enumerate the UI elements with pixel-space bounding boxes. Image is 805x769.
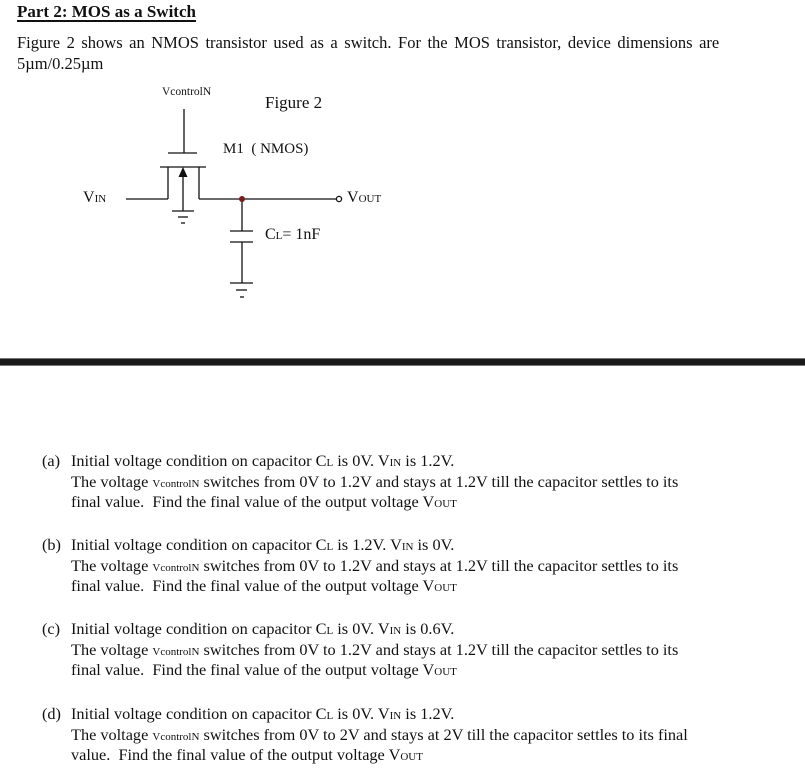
question-line bbox=[71, 535, 454, 555]
question-line bbox=[71, 704, 454, 724]
question-subscript: L bbox=[326, 710, 334, 722]
question-subscript: IN bbox=[389, 625, 402, 637]
question-text: value. Find the final value of the output voltage bbox=[71, 745, 389, 764]
question-text: The voltage bbox=[71, 639, 153, 659]
vout-label bbox=[347, 189, 381, 207]
question-text: V bbox=[422, 576, 435, 595]
question-text: The voltage bbox=[71, 555, 153, 575]
question-text: switches from 0V to 1.2V and stays at 1.2V till the capacitor settles to its bbox=[199, 555, 679, 575]
question-line bbox=[71, 556, 678, 576]
vin-sub: IN bbox=[94, 193, 107, 205]
vout-sub: OUT bbox=[358, 193, 382, 205]
question-text: switches from 0V to 1.2V and stays at 1.2V till the capacitor settles to its bbox=[199, 639, 679, 659]
transistor-label: M1 ( NMOS) bbox=[223, 141, 309, 157]
question-line bbox=[71, 619, 454, 639]
question-subscript: OUT bbox=[400, 751, 423, 763]
question-text: C bbox=[315, 451, 327, 470]
question-subscript: L bbox=[326, 625, 334, 637]
vin-main: V bbox=[83, 189, 95, 206]
question-label: (a) bbox=[42, 451, 61, 470]
cap-sub: L bbox=[275, 230, 283, 242]
cap-ground-icon bbox=[230, 283, 253, 297]
question-text: V bbox=[377, 704, 390, 723]
question-subscript: OUT bbox=[434, 498, 457, 510]
question-text: is 0.6V. bbox=[401, 619, 455, 638]
question-text: is 1.2V. bbox=[401, 704, 455, 723]
question-subscript: OUT bbox=[434, 582, 457, 594]
question-subscript: IN bbox=[389, 457, 402, 469]
circuit-diagram bbox=[0, 0, 805, 340]
question-line bbox=[71, 745, 423, 765]
question-text: V bbox=[422, 660, 435, 679]
question-text: Initial voltage condition on capacitor bbox=[71, 451, 316, 470]
body-ground-icon bbox=[172, 211, 194, 223]
question-line bbox=[71, 640, 678, 660]
intro-line-1: Figure 2 shows an NMOS transistor used as a switch. For the MOS transistor, device dimensions are bbox=[17, 33, 720, 52]
question-subscript: IN bbox=[389, 710, 402, 722]
question-text: The voltage bbox=[71, 471, 153, 491]
question-text: C bbox=[315, 619, 327, 638]
question-label: (c) bbox=[42, 619, 61, 638]
question-text: Initial voltage condition on capacitor bbox=[71, 619, 316, 638]
question-line bbox=[71, 725, 688, 745]
vout-terminal bbox=[336, 196, 341, 201]
question-subscript: VcontrolN bbox=[152, 645, 200, 658]
vcontrol-label: VcontrolN bbox=[162, 86, 212, 98]
question-text: V bbox=[388, 745, 401, 764]
question-text: switches from 0V to 1.2V and stays at 1.2V till the capacitor settles to its bbox=[199, 471, 679, 491]
cap-value: = 1nF bbox=[282, 226, 321, 243]
question-text: is 0V. bbox=[333, 704, 378, 723]
intro-line-2: 5µm/0.25µm bbox=[17, 54, 104, 73]
question-subscript: VcontrolN bbox=[152, 477, 200, 490]
vout-main: V bbox=[347, 189, 359, 206]
question-text: V bbox=[377, 451, 390, 470]
section-title: Part 2: MOS as a Switch bbox=[17, 2, 196, 21]
question-label: (d) bbox=[42, 704, 61, 723]
page-divider bbox=[0, 358, 805, 366]
question-subscript: OUT bbox=[434, 666, 457, 678]
question-subscript: IN bbox=[401, 541, 414, 553]
question-text: is 1.2V. bbox=[401, 451, 455, 470]
question-line bbox=[71, 451, 454, 471]
question-text: final value. Find the final value of the output voltage bbox=[71, 660, 423, 679]
question-line bbox=[71, 660, 457, 680]
question-text: is 1.2V. bbox=[333, 535, 391, 554]
question-line bbox=[71, 576, 457, 596]
question-text: V bbox=[377, 619, 390, 638]
output-node-dot bbox=[239, 196, 245, 202]
question-subscript: VcontrolN bbox=[152, 730, 200, 743]
question-text: The voltage bbox=[71, 724, 153, 744]
question-text: final value. Find the final value of the output voltage bbox=[71, 492, 423, 511]
question-text: is 0V. bbox=[333, 451, 378, 470]
question-text: C bbox=[315, 704, 327, 723]
question-text: C bbox=[315, 535, 327, 554]
question-subscript: L bbox=[326, 541, 334, 553]
question-line bbox=[71, 472, 678, 492]
capacitor-label bbox=[265, 226, 320, 244]
question-text: is 0V. bbox=[333, 619, 378, 638]
cap-main: C bbox=[265, 226, 276, 243]
vin-label bbox=[83, 189, 106, 207]
body-arrow-icon bbox=[179, 167, 188, 177]
figure-caption: Figure 2 bbox=[265, 93, 323, 112]
question-text: switches from 0V to 2V and stays at 2V till the capacitor settles to its final bbox=[199, 724, 688, 744]
question-text: Initial voltage condition on capacitor bbox=[71, 535, 316, 554]
question-text: Initial voltage condition on capacitor bbox=[71, 704, 316, 723]
question-subscript: L bbox=[326, 457, 334, 469]
question-text: is 0V. bbox=[413, 535, 455, 554]
question-text: V bbox=[422, 492, 435, 511]
question-text: V bbox=[390, 535, 402, 554]
question-text: final value. Find the final value of the output voltage bbox=[71, 576, 423, 595]
question-subscript: VcontrolN bbox=[152, 561, 200, 574]
question-label: (b) bbox=[42, 535, 61, 554]
question-line bbox=[71, 492, 457, 512]
